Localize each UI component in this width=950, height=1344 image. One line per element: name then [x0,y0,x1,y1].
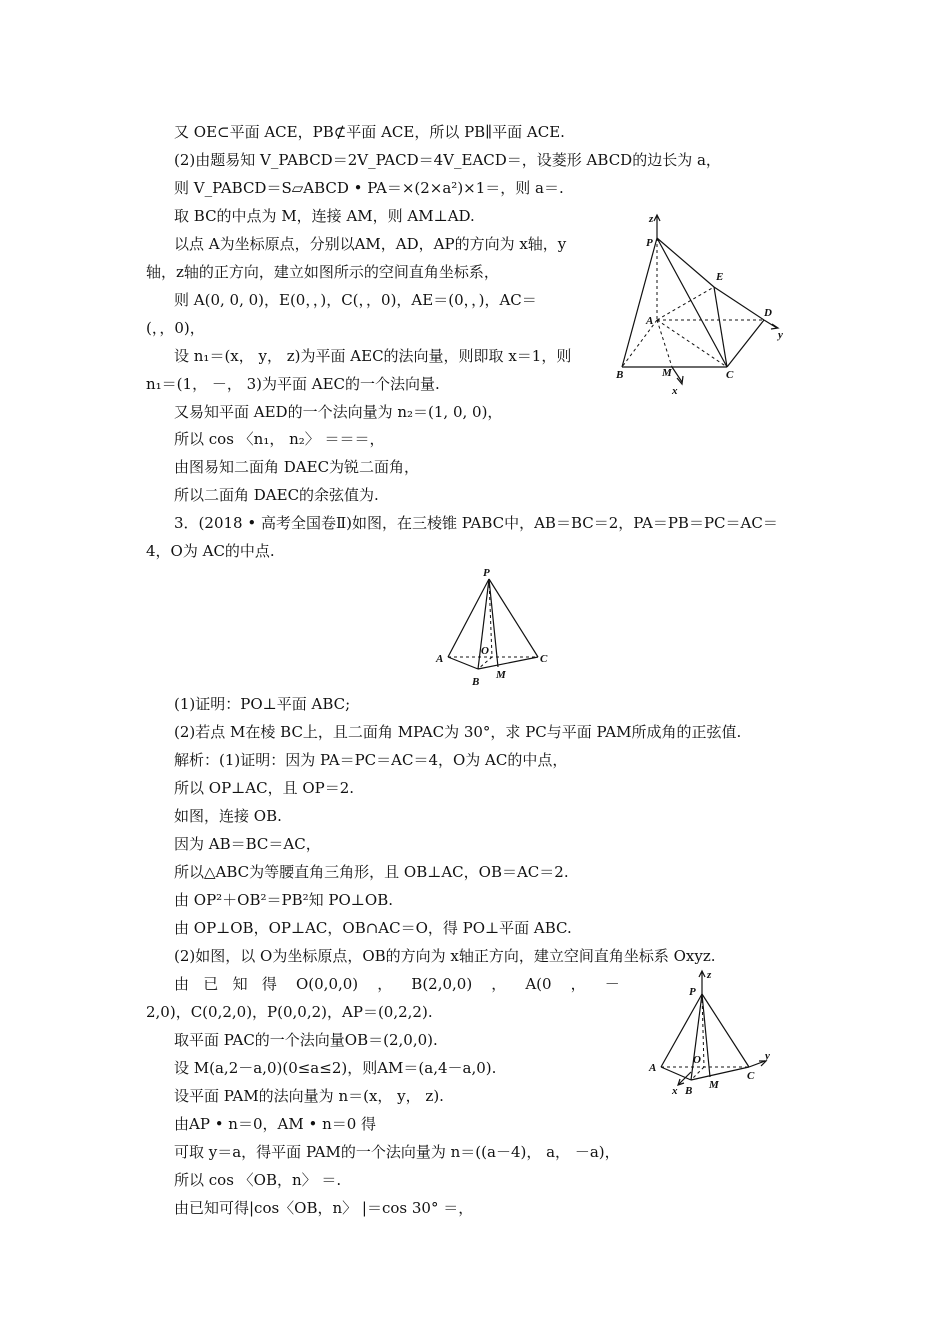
text-line: 4，O为 AC的中点. [146,542,275,560]
figure-label: O [481,645,489,657]
text-line: 设平面 PAM的法向量为 n＝(x， y， z). [174,1087,444,1105]
text-line: 由AP • n＝0，AM • n＝0 得 [174,1115,377,1133]
figure-tetrahedron-axes [645,968,785,1098]
text-line: 3．(2018 • 高考全国卷Ⅱ)如图，在三棱锥 PABC中，AB＝BC＝2，PA＝PB＝PC＝AC＝ [174,514,778,532]
figure-label: P [689,986,696,998]
text-line: (2)若点 M在棱 BC上，且二面角 MPAC为 30°，求 PC与平面 PAM所成角的正弦值. [174,723,742,741]
text-line: 所以△ABC为等腰直角三角形，且 OB⊥AC，OB＝AC＝2. [174,863,569,881]
text-line: 由图易知二面角 DAEC为锐二面角， [174,458,420,476]
text-line: 所以二面角 DAEC的余弦值为. [174,486,379,504]
figure-label: O [693,1054,701,1066]
figure-label: C [747,1070,755,1082]
figure-label: A [436,653,444,665]
text-line: (1)证明：PO⊥平面 ABC; [174,695,351,713]
text-line: (2)如图，以 O为坐标原点，OB的方向为 x轴正方向，建立空间直角坐标系 Oxyz. [174,947,716,965]
text-line: 取 BC的中点为 M，连接 AM，则 AM⊥AD. [174,207,475,225]
text-line: 设 n₁＝(x， y， z)为平面 AEC的法向量，则即取 x＝1，则 [174,347,572,365]
text-line: 由 OP²＋OB²＝PB²知 PO⊥OB. [174,891,393,909]
figure-label: z [649,213,654,225]
text-line: 如图，连接 OB. [174,807,282,825]
text-line: 设 M(a,2－a,0)(0≤a≤2)，则AM＝(a,4－a,0). [174,1059,497,1077]
text-line: 又 OE⊂平面 ACE，PB⊄平面 ACE，所以 PB∥平面 ACE. [174,123,565,141]
text-line: 又易知平面 AED的一个法向量为 n₂＝(1, 0, 0)， [174,403,503,421]
figure-label: A [646,315,654,327]
figure-label: D [764,307,772,319]
figure-label: M [496,669,506,681]
figure-label: B [616,369,624,381]
text-line: 所以 cos 〈OB，n〉 ＝. [174,1171,342,1189]
figure-label: B [685,1085,693,1097]
figure-label: y [778,329,783,341]
text-line: 可取 y＝a，得平面 PAM的一个法向量为 n＝((a－4)， a， －a)， [174,1143,620,1161]
text-line: 由 OP⊥OB，OP⊥AC，OB∩AC＝O，得 PO⊥平面 ABC. [174,919,572,937]
text-line: 则 V_PABCD＝S▱ABCD • PA＝×(2×a²)×1＝，则 a＝. [174,179,564,197]
text-line: n₁＝(1， －， 3)为平面 AEC的一个法向量. [146,375,440,393]
figure-label: P [483,568,490,579]
figure-tetrahedron-pabc [430,568,560,690]
figure-label: M [662,367,672,379]
text-line: 轴，z轴的正方向，建立如图所示的空间直角坐标系， [146,263,499,281]
figure-label: E [716,271,724,283]
figure-label: C [540,653,548,665]
figure-label: C [726,369,734,381]
figure-pyramid-pabcd [612,210,802,400]
text-line: 由已知可得|cos〈OB，n〉 |＝cos 30° ＝， [174,1199,474,1217]
figure-label: A [649,1062,657,1074]
figure-label: x [672,1085,678,1097]
text-line: 取平面 PAC的一个法向量OB＝(2,0,0). [174,1031,438,1049]
text-line: 以点 A为坐标原点，分别以AM，AD，AP的方向为 x轴，y [174,235,567,253]
text-line: 由 已 知 得 O(0,0,0) ， B(2,0,0) ， A(0 ， － [174,975,620,993]
text-line: (2)由题易知 V_PABCD＝2V_PACD＝4V_EACD＝，设菱形 ABCD的边长为 a， [174,151,721,169]
text-line: 解析：(1)证明：因为 PA＝PC＝AC＝4，O为 AC的中点， [174,751,568,769]
figure-label: y [765,1050,770,1062]
figure-label: M [709,1079,719,1091]
figure-label: x [672,385,678,397]
text-line: 所以 OP⊥AC，且 OP＝2. [174,779,355,797]
text-line: 所以 cos 〈n₁， n₂〉 ＝＝＝， [174,430,385,448]
figure-label: z [707,969,712,981]
figure-label: B [472,676,480,688]
text-line: (，，0)， [146,319,205,337]
figure-label: P [646,237,653,249]
text-line: 因为 AB＝BC＝AC， [174,835,321,853]
text-line: 则 A(0, 0, 0)，E(0，，)，C(，，0)，AE＝(0，，)，AC＝ [174,291,537,309]
text-line: 2,0)，C(0,2,0)，P(0,0,2)，AP＝(0,2,2). [146,1003,433,1021]
